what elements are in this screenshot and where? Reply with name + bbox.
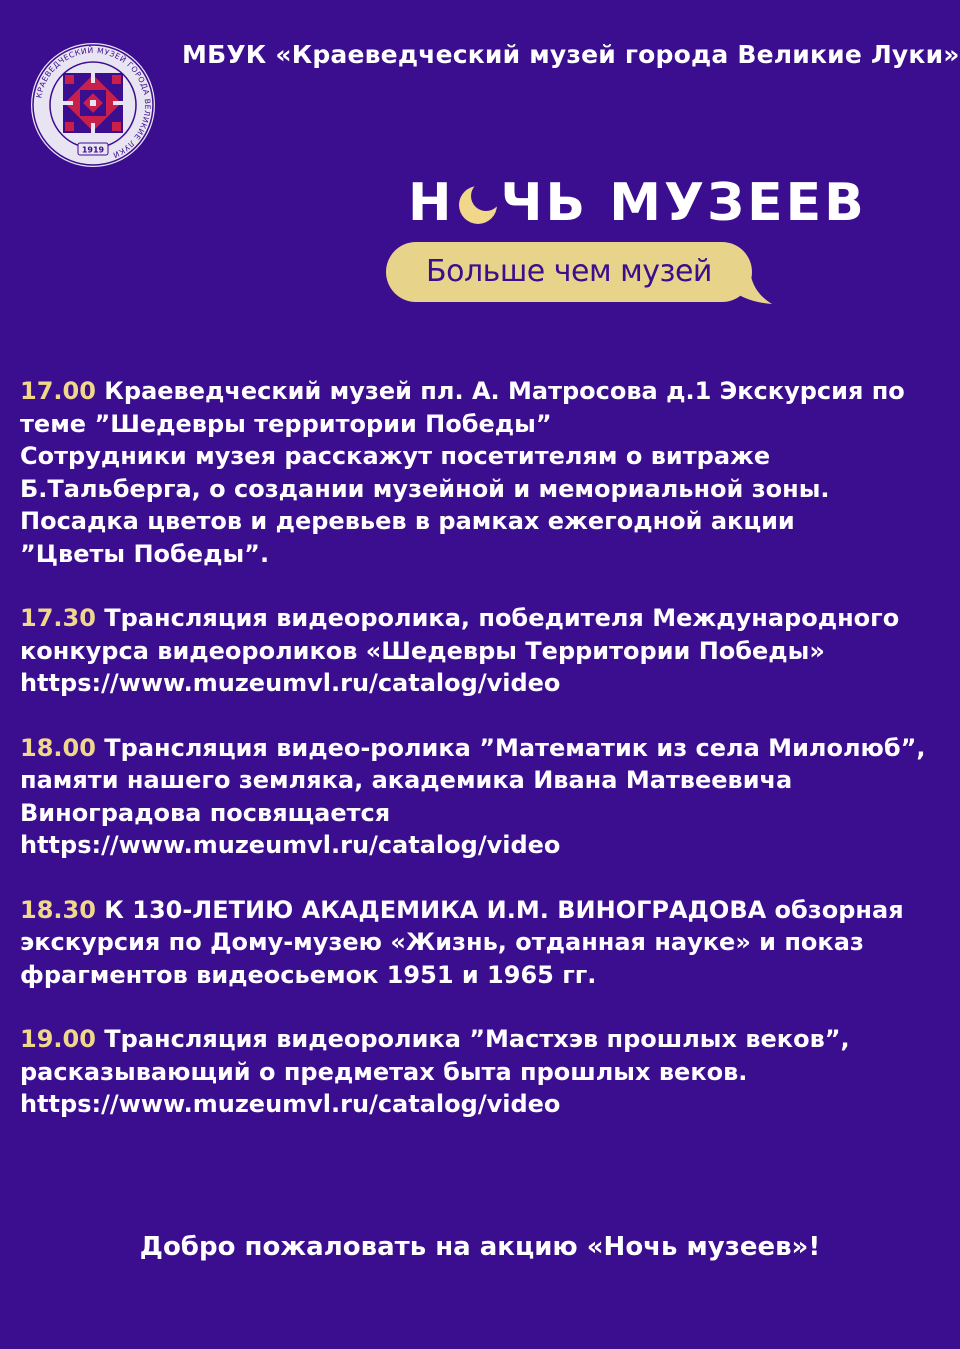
logo-ring-text: КРАЕВЕДЧЕСКИЙ МУЗЕЙ ГОРОДА ВЕЛИКИЕ ЛУКИ xyxy=(34,45,153,160)
crescent-moon-icon xyxy=(457,179,499,227)
schedule-item xyxy=(20,602,950,700)
schedule-item xyxy=(20,1023,950,1121)
event-time: 17.00 xyxy=(20,377,96,405)
event-text: Посадка цветов и деревьев в рамках ежегодной акции xyxy=(20,507,795,535)
schedule xyxy=(20,375,950,1153)
event-text: теме ”Шедевры территории Победы” xyxy=(20,409,552,438)
event-title xyxy=(408,172,867,234)
schedule-line xyxy=(20,602,950,635)
event-text: конкурса видеороликов «Шедевры Территории Победы» xyxy=(20,636,825,665)
event-link[interactable]: https://www.muzeumvl.ru/catalog/video xyxy=(20,669,561,697)
event-text: К 130-ЛЕТИЮ АКАДЕМИКА И.М. ВИНОГРАДОВА обзорная xyxy=(95,895,904,924)
event-text: расказывающий о предметах быта прошлых веков. xyxy=(20,1057,748,1086)
event-text: Виноградова посвящается xyxy=(20,798,391,827)
schedule-item xyxy=(20,732,950,862)
event-text: фрагментов видеосьемок 1951 и 1965 гг. xyxy=(20,960,597,989)
event-time: 18.30 xyxy=(20,895,96,924)
event-link[interactable]: https://www.muzeumvl.ru/catalog/video xyxy=(20,831,561,859)
event-text: Трансляция видеоролика, победителя Международного xyxy=(95,604,900,632)
event-link[interactable]: https://www.muzeumvl.ru/catalog/video xyxy=(20,1090,561,1118)
schedule-line xyxy=(20,1023,950,1056)
logo-year: 1919 xyxy=(81,145,105,155)
event-text: Краеведческий музей пл. А. Матросова д.1 Экскурсия по xyxy=(95,377,905,405)
event-title-left: Н xyxy=(408,173,455,233)
event-text: Трансляция видеоролика ”Мастхэв прошлых веков”, xyxy=(95,1025,850,1053)
schedule-line xyxy=(20,732,950,765)
schedule-line xyxy=(20,894,950,927)
welcome-footer: Добро пожаловать на акцию «Ночь музеев»! xyxy=(139,1232,821,1262)
schedule-item xyxy=(20,375,950,570)
schedule-line xyxy=(20,375,950,408)
tagline-bubble xyxy=(386,242,776,308)
organization-title: МБУК «Краеведческий музей города Великие Луки» xyxy=(182,40,960,69)
event-title-right: ЧЬ МУЗЕЕВ xyxy=(500,173,867,233)
event-text: Сотрудники музея расскажут посетителям о витраже xyxy=(20,442,771,470)
event-text: Трансляция видео-ролика ”Математик из села Милолюб”, xyxy=(95,733,926,762)
event-text: Б.Тальберга, о создании музейной и мемориальной зоны. xyxy=(20,474,830,503)
tagline-text: Больше чем музей xyxy=(426,254,712,289)
event-time: 17.30 xyxy=(20,604,96,632)
schedule-item xyxy=(20,894,950,992)
event-text: экскурсия по Дому-музею «Жизнь, отданная науке» и показ xyxy=(20,928,864,956)
museum-seal-icon xyxy=(28,40,158,170)
event-time: 19.00 xyxy=(20,1025,96,1053)
event-time: 18.00 xyxy=(20,733,96,762)
event-text: ”Цветы Победы”. xyxy=(20,539,270,568)
event-text: памяти нашего земляка, академика Ивана Матвеевича xyxy=(20,766,793,794)
